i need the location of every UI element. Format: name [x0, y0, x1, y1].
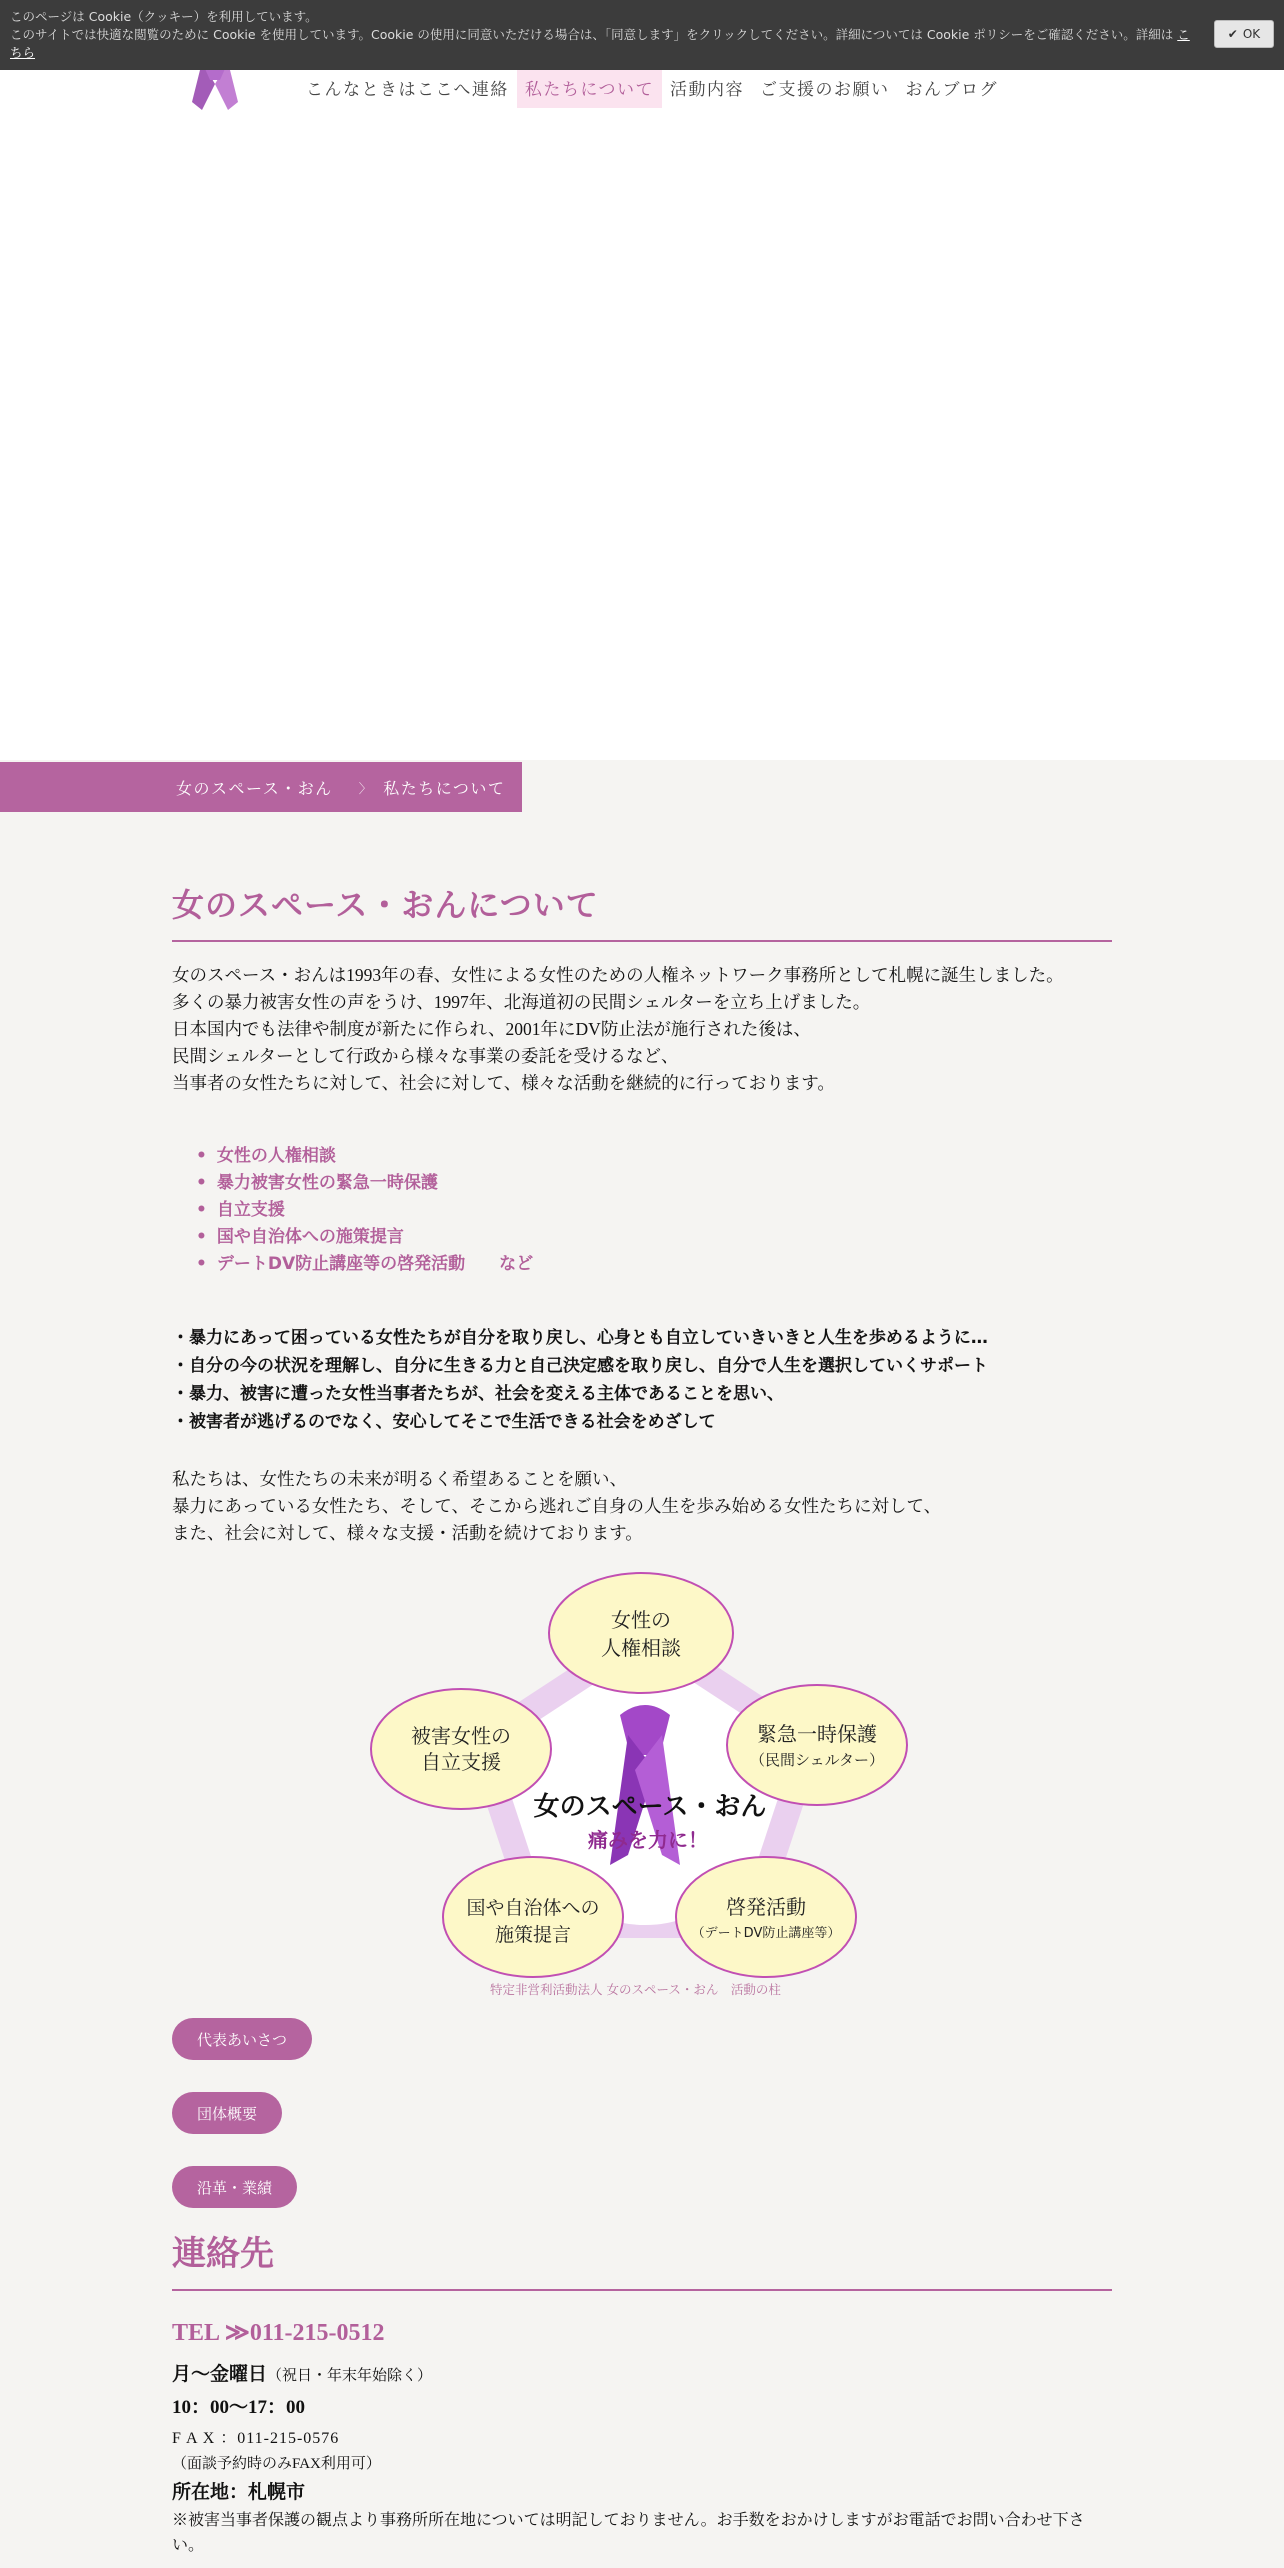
closing-line: 私たちは、女性たちの未来が明るく希望あることを願い、: [172, 1469, 627, 1489]
contact-tel-link[interactable]: TEL ≫011-215-0512: [172, 2320, 385, 2346]
activity-item: • 女性の人権相談: [196, 1143, 1112, 1170]
cookie-text-line1: このページは Cookie（クッキー）を利用しています。: [10, 9, 318, 24]
diagram-center-title: 女のスペース・おん: [533, 1792, 767, 1822]
intro-paragraph: [172, 962, 1112, 1097]
intro-line: 当事者の女性たちに対して、社会に対して、様々な活動を継続的に行っております。: [172, 1073, 835, 1093]
history-button[interactable]: 沿革・業績: [172, 2166, 297, 2208]
goal-item: ・暴力、被害に遭った女性当事者たちが、社会を変える主体であることを思い、: [172, 1384, 784, 1404]
contact-section: [172, 2318, 1112, 2558]
contact-time: 10：00～17：00: [172, 2397, 306, 2418]
goal-item: ・被害者が逃げるのでなく、安心してそこで生活できる社会をめざして: [172, 1412, 716, 1432]
breadcrumb: [0, 762, 522, 812]
intro-line: 女のスペース・おんは1993年の春、女性による女性のための人権ネットワーク事務所として札幌に誕生しました。: [172, 965, 1064, 985]
diagram-node-line: 女性の: [611, 1608, 671, 1632]
activity-item: • 国や自治体への施策提言: [196, 1224, 1112, 1251]
intro-line: 日本国内でも法律や制度が新たに作られ、2001年にDV防止法が施行された後は、: [172, 1019, 811, 1039]
diagram-node-independence: [371, 1689, 551, 1809]
breadcrumb-home[interactable]: 女のスペース・おん: [176, 778, 333, 798]
global-nav: [298, 66, 1006, 108]
closing-paragraph: [172, 1466, 1112, 1547]
diagram-center-sub: 痛みを力に！: [588, 1828, 708, 1852]
nav-item-support[interactable]: ご支援のお願い: [760, 80, 890, 100]
diagram-node-line: 啓発活動: [726, 1895, 806, 1919]
contact-days-label: 月～金曜日: [172, 2364, 268, 2385]
nav-item-blog[interactable]: おんブログ: [905, 80, 998, 100]
diagram-node-shelter: [727, 1685, 907, 1805]
diagram-node-line: 被害女性の: [411, 1724, 511, 1748]
diagram-node-line: 緊急一時保護: [757, 1722, 877, 1746]
diagram-node-line: 自立支援: [421, 1750, 501, 1774]
check-icon: ✔: [1227, 27, 1238, 41]
diagram-node-line: 人権相談: [601, 1636, 681, 1660]
activity-pillars-diagram: [370, 1565, 920, 1985]
nav-item-about[interactable]: 私たちについて: [517, 66, 662, 108]
contact-fax: F A X ：011-215-0576: [172, 2430, 340, 2447]
nav-item-contact-guide[interactable]: こんなときはここへ連絡: [306, 80, 509, 100]
about-section: [172, 880, 1112, 1547]
overview-button[interactable]: 団体概要: [172, 2092, 282, 2134]
site-header: [0, 0, 1284, 760]
contact-days-note: （祝日・年末年始除く）: [267, 2368, 433, 2384]
closing-line: 暴力にあっている女性たち、そして、そこから逃れご自身の人生を歩み始める女性たちに対して、: [172, 1496, 942, 1516]
closing-line: また、社会に対して、様々な支援・活動を続けております。: [172, 1523, 643, 1543]
diagram-node-line: （デートDV防止講座等）: [691, 1926, 841, 1941]
intro-line: 民間シェルターとして行政から様々な事業の委託を受けるなど、: [172, 1046, 679, 1066]
activities-list: [196, 1143, 1112, 1278]
page-title: 女のスペース・おんについて: [172, 880, 1112, 942]
contact-title: 連絡先: [172, 2226, 1112, 2291]
diagram-node-line: （民間シェルター）: [749, 1751, 885, 1769]
cookie-banner: [0, 0, 1284, 70]
diagram-node-consultation: [549, 1573, 733, 1693]
activity-item: • 自立支援: [196, 1197, 1112, 1224]
activity-item: • 暴力被害女性の緊急一時保護: [196, 1170, 1112, 1197]
cookie-policy-link[interactable]: こちら: [10, 27, 1190, 60]
activity-item: • デートDV防止講座等の啓発活動 など: [196, 1251, 1112, 1278]
breadcrumb-current: 私たちについて: [383, 778, 506, 798]
greeting-button[interactable]: 代表あいさつ: [172, 2018, 312, 2060]
diagram-node-line: 国や自治体への: [466, 1897, 600, 1919]
contact-days: [172, 2359, 1112, 2386]
contact-fax-note: （面談予約時のみFAX利用可）: [172, 2456, 381, 2472]
diagram-caption: 特定非営利活動法人 女のスペース・おん 活動の柱: [490, 1982, 781, 1997]
nav-item-activities[interactable]: 活動内容: [670, 80, 744, 100]
contact-address: 所在地：札幌市: [172, 2482, 306, 2503]
cookie-ok-label: OK: [1242, 27, 1261, 41]
diagram-node-awareness: [676, 1857, 856, 1977]
diagram-node-line: 施策提言: [494, 1924, 572, 1946]
intro-line: 多くの暴力被害女性の声をうけ、1997年、北海道初の民間シェルターを立ち上げました。: [172, 992, 871, 1012]
purple-ribbon-logo[interactable]: [180, 62, 250, 118]
diagram-node-policy: [443, 1857, 623, 1977]
contact-address-note: ※被害当事者保護の観点より事務所所在地については明記しておりません。お手数をおかけしますがお電話でお問い合わせ下さい。: [172, 2512, 1085, 2554]
chevron-right-icon: 〉: [358, 781, 374, 797]
cookie-ok-button[interactable]: [1214, 20, 1274, 48]
goals-list: [172, 1324, 1112, 1436]
goal-item: ・自分の今の状況を理解し、自分に生きる力と自己決定感を取り戻し、自分で人生を選択していくサポート: [172, 1356, 988, 1376]
cookie-text-line2: このサイトでは快適な閲覧のために Cookie を使用しています。Cookie の使用に同意いただける場合は、「同意します」をクリックしてください。詳細については Cookie ポリシーをご確認ください。詳細は: [10, 27, 1174, 42]
goal-item: ・暴力にあって困っている女性たちが自分を取り戻し、心身とも自立していきいきと人生を歩めるように…: [172, 1328, 988, 1348]
